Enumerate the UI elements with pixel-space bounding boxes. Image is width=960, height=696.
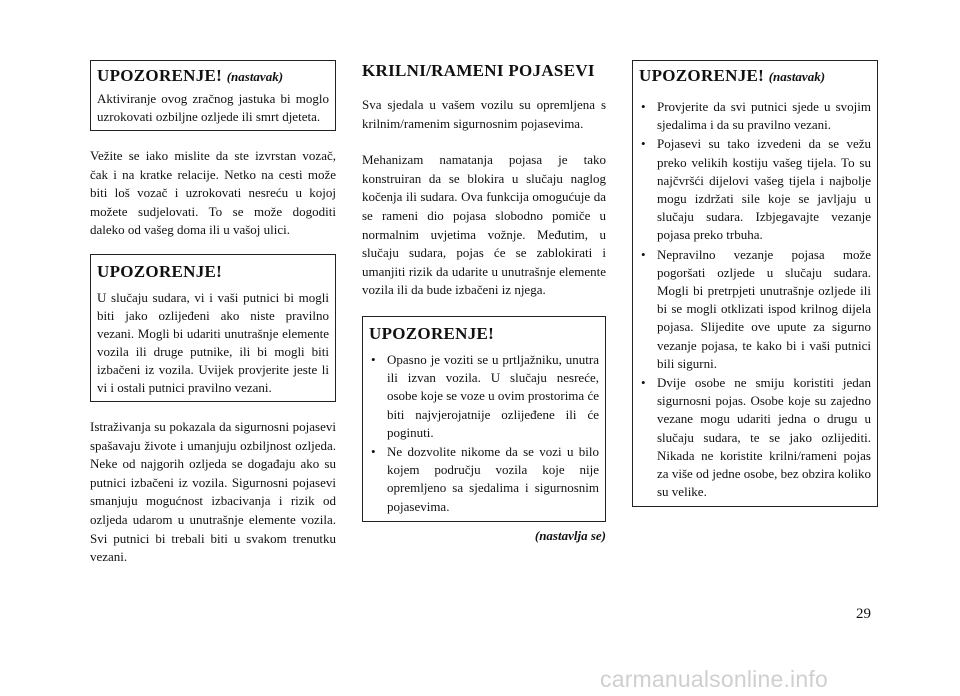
- bullet-text: Ne dozvolite nikome da se vozi u bilo kojem području vozila koje nije opremljeno sa sjedalima i sigurnosnim pojasevima.: [387, 443, 599, 514]
- section-title: KRILNI/RAMENI POJASEVI: [362, 61, 595, 80]
- paragraph-mechanism: Mehanizam namatanja pojasa je tako konstruiran da se blokira u slučaju naglog kočenja ili sudara. Ova funkcija omogućuje da se rameni dio pojasa slobodno pomiče u normalnim uvjetima vožnje. Međutim, u slučaju sudara, pojas će se zablokirati i umanjiti rizik da udarite u unutrašnje elemente vozila ili da bude izbačeni iz njega.: [362, 152, 606, 298]
- list-item: [369, 351, 599, 442]
- watermark: carmanualsonline.info: [600, 666, 828, 692]
- list-item: [639, 374, 871, 501]
- bullet-text: Provjerite da svi putnici sjede u svojim sjedalima i da su pravilno vezani.: [657, 99, 871, 133]
- list-item: [639, 135, 871, 244]
- continued-label: (nastavlja se): [534, 527, 606, 543]
- bullet-icon: •: [641, 136, 646, 152]
- warning-continued-label: (nastavak): [226, 69, 284, 84]
- bullet-text: Dvije osobe ne smiju koristiti jedan sigurnosni pojas. Osobe koje su zajedno vezane mogu udariti jedna o drugu u slučaju sudara, te se jako ozlijediti. Nikada ne koristite krilni/rameni pojas za više od jedne osobe, bez obzira koliko su velike.: [657, 375, 871, 500]
- warning-box-continued: [632, 60, 878, 507]
- bullet-icon: •: [641, 99, 646, 114]
- bullet-text: Nepravilno vezanje pojasa može pogoršati ozljede u slučaju sudara. Mogli bi pretrpjeti unutrašnje ozljede ili bi se mogli otklizati ispod krilnog dijela pojasa. Slijedite ove upute za sigurno vezanje pojasa, te kako bi i vaši putnici bili sigurni.: [657, 246, 871, 371]
- warning-title: [639, 65, 871, 88]
- warning-body: Aktiviranje ovog zračnog jastuka bi moglo uzrokovati ozbiljne ozljede ili smrt djeteta.: [97, 91, 329, 124]
- bullet-icon: •: [641, 375, 646, 391]
- warning-title: [97, 65, 329, 88]
- column-left: [90, 60, 336, 567]
- bullet-icon: •: [371, 351, 376, 367]
- paragraph-seatbelt-advice: Vežite se iako mislite da ste izvrstan vozač, čak i na kratke relacije. Netko na cesti može biti loš vozač i uzrokovati nesreću u kojoj možete sudjelovati. To se može dogoditi daleko od vašeg doma ili u vašoj ulici.: [90, 148, 336, 238]
- warning-bullet-list: [639, 98, 871, 501]
- warning-box: [90, 254, 336, 402]
- bullet-text: Opasno je voziti se u prtljažniku, unutra ili izvan vozila. U slučaju nesreće, osobe koje se voze u ovim prostorima će biti najvjerojatnije ozlijeđene ili će poginuti.: [387, 351, 599, 440]
- list-item: [639, 98, 871, 134]
- warning-body: U slučaju sudara, vi i vaši putnici bi mogli biti jako ozlijeđeni ako niste pravilno vezani. Mogli bi udariti unutrašnje elemente vozila ili druge putnike, ili bi mogli biti izbačeni iz vozila. Uvijek provjerite jeste li vi i ostali putnici pravilno vezani.: [97, 289, 329, 395]
- column-middle: [362, 60, 606, 544]
- column-right: [632, 60, 878, 507]
- bullet-icon: •: [371, 443, 376, 459]
- warning-continued-label: (nastavak): [768, 69, 826, 84]
- warning-title-text: UPOZORENJE!: [97, 66, 223, 85]
- warning-title: UPOZORENJE!: [369, 323, 495, 343]
- paragraph-intro: Sva sjedala u vašem vozilu su opremljena s krilnim/ramenim sigurnosnim pojasevima.: [362, 97, 606, 131]
- bullet-icon: •: [641, 246, 646, 262]
- bullet-text: Pojasevi su tako izvedeni da se vežu preko velikih kostiju vašeg tijela. To su najčvršći dijelovi vašeg tijela i najbolje mogu izdržati sile koje se javljaju u slučaju sudara. Izbjegavajte vezanje pojasa preko trbuha.: [657, 136, 871, 243]
- page-number: 29: [856, 606, 871, 622]
- paragraph-research: Istraživanja su pokazala da sigurnosni pojasevi spašavaju živote i umanjuju ozbiljnost ozljeda. Neke od najgorih ozljeda se događaju ako su putnici izbačeni iz vozila. Sigurnosni pojasevi smanjuju mogućnost izbacivanja i rizik od ozljeda udarom u unutrašnje elemente vozila. Svi putnici bi trebali biti u svakom trenutku vezani.: [90, 418, 336, 565]
- warning-box: [362, 316, 606, 522]
- warning-title: UPOZORENJE!: [97, 261, 223, 281]
- list-item: [639, 246, 871, 373]
- warning-title-text: UPOZORENJE!: [639, 66, 765, 85]
- warning-bullet-list: [369, 351, 599, 516]
- warning-box-continued: [90, 60, 336, 131]
- list-item: [369, 443, 599, 516]
